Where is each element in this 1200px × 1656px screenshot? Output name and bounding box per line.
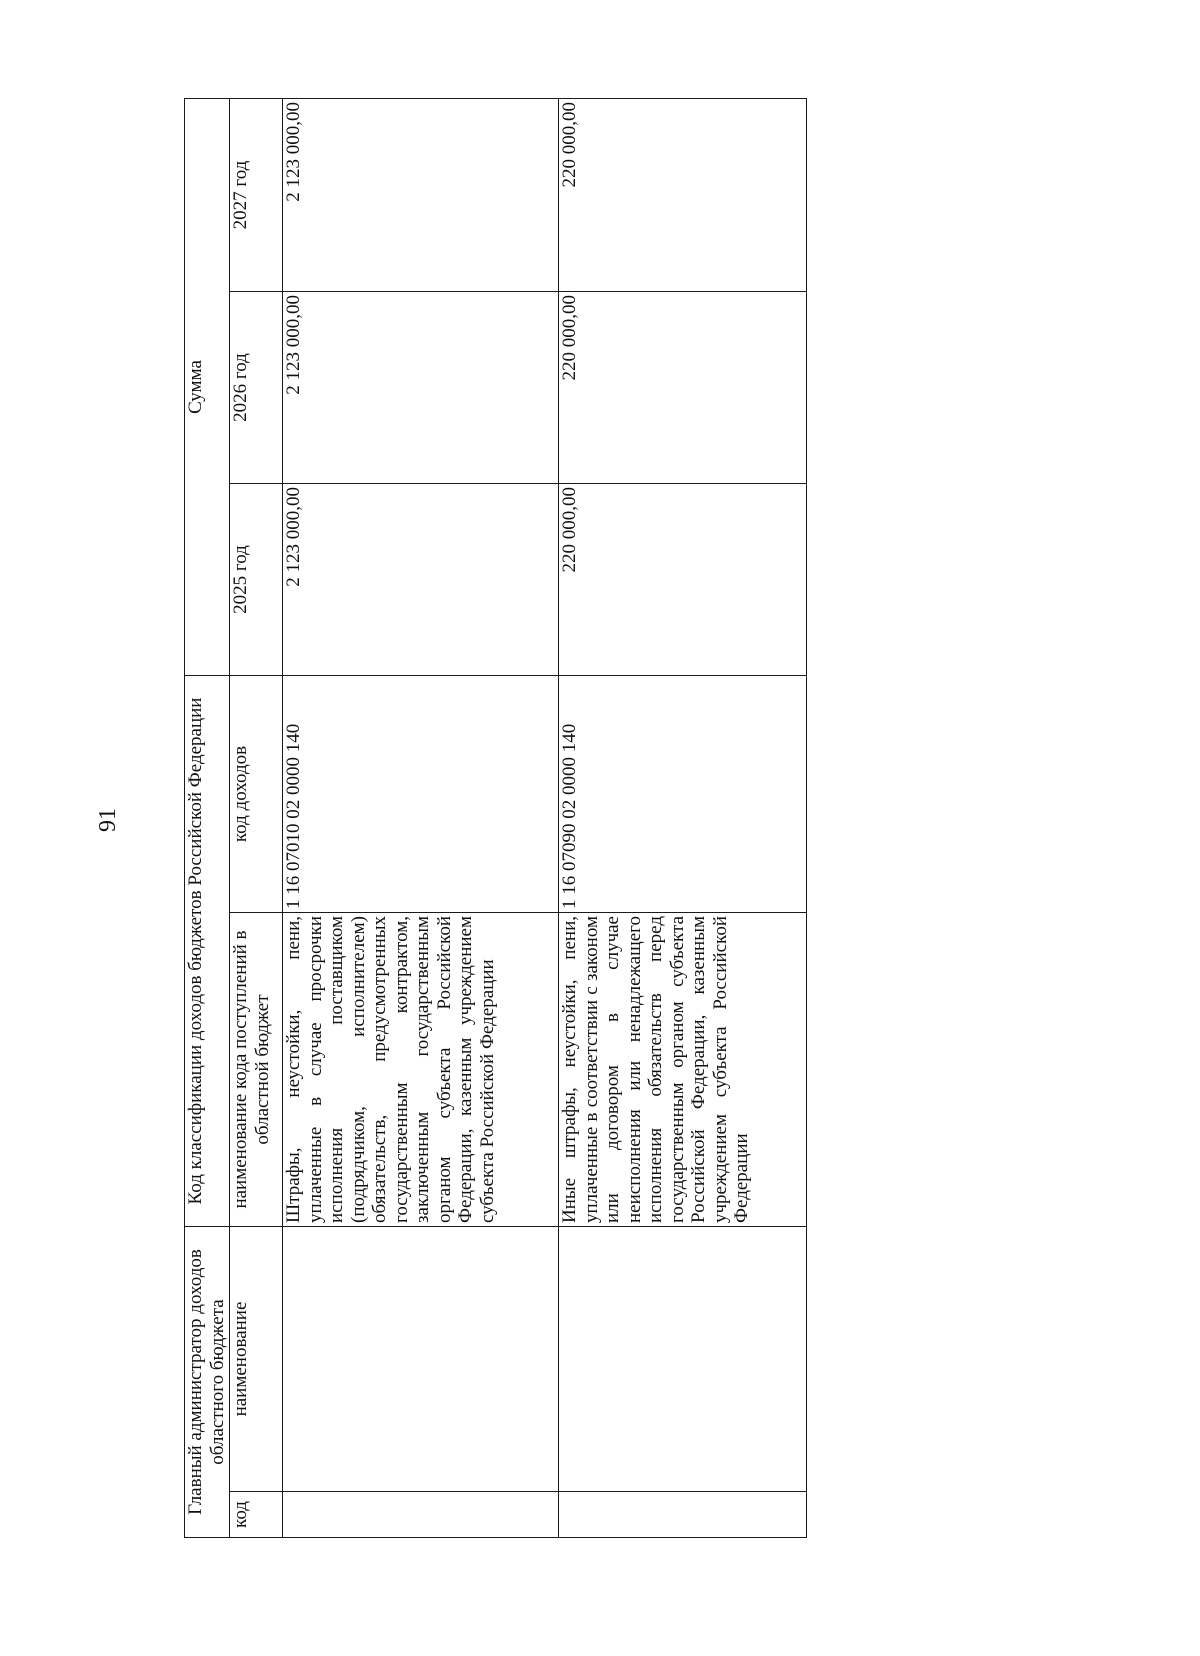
cell-admin-code bbox=[559, 1492, 807, 1538]
header-row-columns bbox=[230, 98, 283, 1537]
header-income-code: код доходов bbox=[230, 676, 283, 913]
cell-sum-2025: 2 123 000,00 bbox=[283, 484, 559, 676]
cell-admin-name bbox=[283, 1227, 559, 1492]
header-row-groups bbox=[185, 98, 230, 1537]
cell-admin-name bbox=[559, 1227, 807, 1492]
page-number: 91 bbox=[95, 808, 121, 832]
cell-income-name: Штрафы, неустойки, пени, уплаченные в случае просрочки исполнения поставщиком (подрядчиком, исполнителем) обязательств, предусмотренных государственным контрактом, заключенным государственным органом субъекта Российской Федерации, казенным учреждением субъекта Российской Федерации bbox=[283, 913, 559, 1227]
cell-income-code: 1 16 07010 02 0000 140 bbox=[283, 676, 559, 913]
cell-sum-2027: 2 123 000,00 bbox=[283, 98, 559, 291]
cell-income-name: Иные штрафы, неустойки, пени, уплаченные в соответствии с законом или договором в случае неисполнения или ненадлежащего исполнения обязательств перед государственным органом субъекта Российской Федерации, казенным учреждением субъекта Российской Федерации bbox=[559, 913, 807, 1227]
table-row bbox=[283, 98, 559, 1537]
header-classification-group: Код классификации доходов бюджетов Российской Федерации bbox=[185, 676, 230, 1227]
header-year-2027: 2027 год bbox=[230, 98, 283, 291]
header-admin-name: наименование bbox=[230, 1227, 283, 1492]
header-sum-group: Сумма bbox=[185, 98, 230, 675]
header-year-2026: 2026 год bbox=[230, 292, 283, 484]
header-admin-code: код bbox=[230, 1492, 283, 1538]
cell-sum-2026: 220 000,00 bbox=[559, 292, 807, 484]
cell-sum-2027: 220 000,00 bbox=[559, 98, 807, 291]
header-admin-group: Главный администратор доходов областного бюджета bbox=[185, 1227, 230, 1538]
header-year-2025: 2025 год bbox=[230, 484, 283, 676]
cell-sum-2025: 220 000,00 bbox=[559, 484, 807, 676]
table-row bbox=[559, 98, 807, 1537]
cell-admin-code bbox=[283, 1492, 559, 1538]
header-income-name: наименование кода поступлений в областной бюджет bbox=[230, 913, 283, 1227]
cell-sum-2026: 2 123 000,00 bbox=[283, 292, 559, 484]
cell-income-code: 1 16 07090 02 0000 140 bbox=[559, 676, 807, 913]
budget-income-table bbox=[184, 98, 807, 1538]
rotated-table-sheet bbox=[184, 99, 807, 1538]
